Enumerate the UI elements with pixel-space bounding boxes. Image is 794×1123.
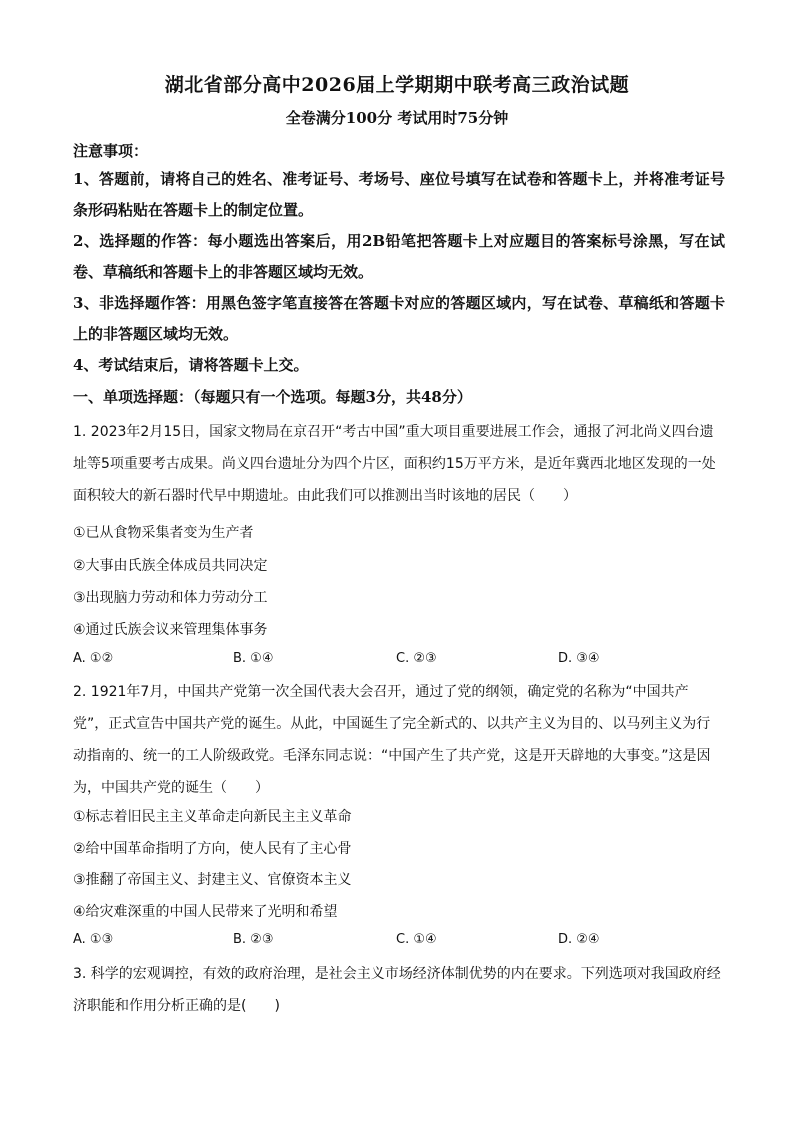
question-option: ②给中国革命指明了方向，使人民有了主心骨 xyxy=(73,841,352,857)
choice-b: B. ②③ xyxy=(233,932,274,947)
notice-item: 2、选择题的作答：每小题选出答案后，用2B铅笔把答题卡上对应题目的答案标号涂黑，写在试卷、草稿纸和答题卡上的非答题区域均无效。 xyxy=(73,232,725,281)
choice-d: D. ②④ xyxy=(558,932,600,947)
choice-d: D. ③④ xyxy=(558,651,600,666)
notice-heading: 注意事项： xyxy=(73,142,149,160)
choice-a: A. ①③ xyxy=(73,932,114,947)
question-option: ①已从食物采集者变为生产者 xyxy=(73,525,254,541)
question-option: ②大事由氏族全体成员共同决定 xyxy=(73,558,268,574)
notice-item: 3、非选择题作答：用黑色签字笔直接答在答题卡对应的答题区域内，写在试卷、草稿纸和答题卡上的非答题区域均无效。 xyxy=(73,294,725,343)
page-subtitle: 全卷满分100分 考试用时75分钟 xyxy=(285,109,509,127)
choice-c: C. ①④ xyxy=(396,932,437,947)
choice-a: A. ①② xyxy=(73,651,114,666)
page-title: 湖北省部分高中2026届上学期期中联考高三政治试题 xyxy=(164,74,630,96)
notice-item: 1、答题前，请将自己的姓名、准考证号、考场号、座位号填写在试卷和答题卡上，并将准考证号条形码粘贴在答题卡上的制定位置。 xyxy=(73,170,725,219)
question-stem: 3. 科学的宏观调控，有效的政府治理，是社会主义市场经济体制优势的内在要求。下列选项对我国政府经济职能和作用分析正确的是( ) xyxy=(73,966,721,1014)
question-stem: 1. 2023年2月15日，国家文物局在京召开“考古中国”重大项目重要进展工作会，通报了河北尚义四台遗址等5项重要考古成果。尚义四台遗址分为四个片区，面积约15万平方米，是近年冀西北地区发现的一处面积较大的新石器时代早中期遗址。由此我们可以推测出当时该地的居民（ ） xyxy=(73,424,716,504)
question-option: ③出现脑力劳动和体力劳动分工 xyxy=(73,590,268,606)
question-stem: 2. 1921年7月，中国共产党第一次全国代表大会召开，通过了党的纲领，确定党的名称为“中国共产党”，正式宣告中国共产党的诞生。从此，中国诞生了完全新式的、以共产主义为目的、以马列主义为行动指南的、统一的工人阶级政党。毛泽东同志说：“中国产生了共产党，这是开天辟地的大事变。”这是因为，中国共产党的诞生（ ） xyxy=(73,684,711,796)
question-option: ④通过氏族会议来管理集体事务 xyxy=(73,622,268,638)
question-option: ①标志着旧民主主义革命走向新民主主义革命 xyxy=(73,809,352,825)
choice-b: B. ①④ xyxy=(233,651,274,666)
section-heading: 一、单项选择题：（每题只有一个选项。每题3分，共48分） xyxy=(73,388,472,406)
question-option: ③推翻了帝国主义、封建主义、官僚资本主义 xyxy=(73,872,352,888)
question-option: ④给灾难深重的中国人民带来了光明和希望 xyxy=(73,904,338,920)
answer-choices xyxy=(73,651,723,675)
answer-choices xyxy=(73,932,723,956)
notice-item: 4、考试结束后，请将答题卡上交。 xyxy=(73,356,309,374)
choice-c: C. ②③ xyxy=(396,651,437,666)
